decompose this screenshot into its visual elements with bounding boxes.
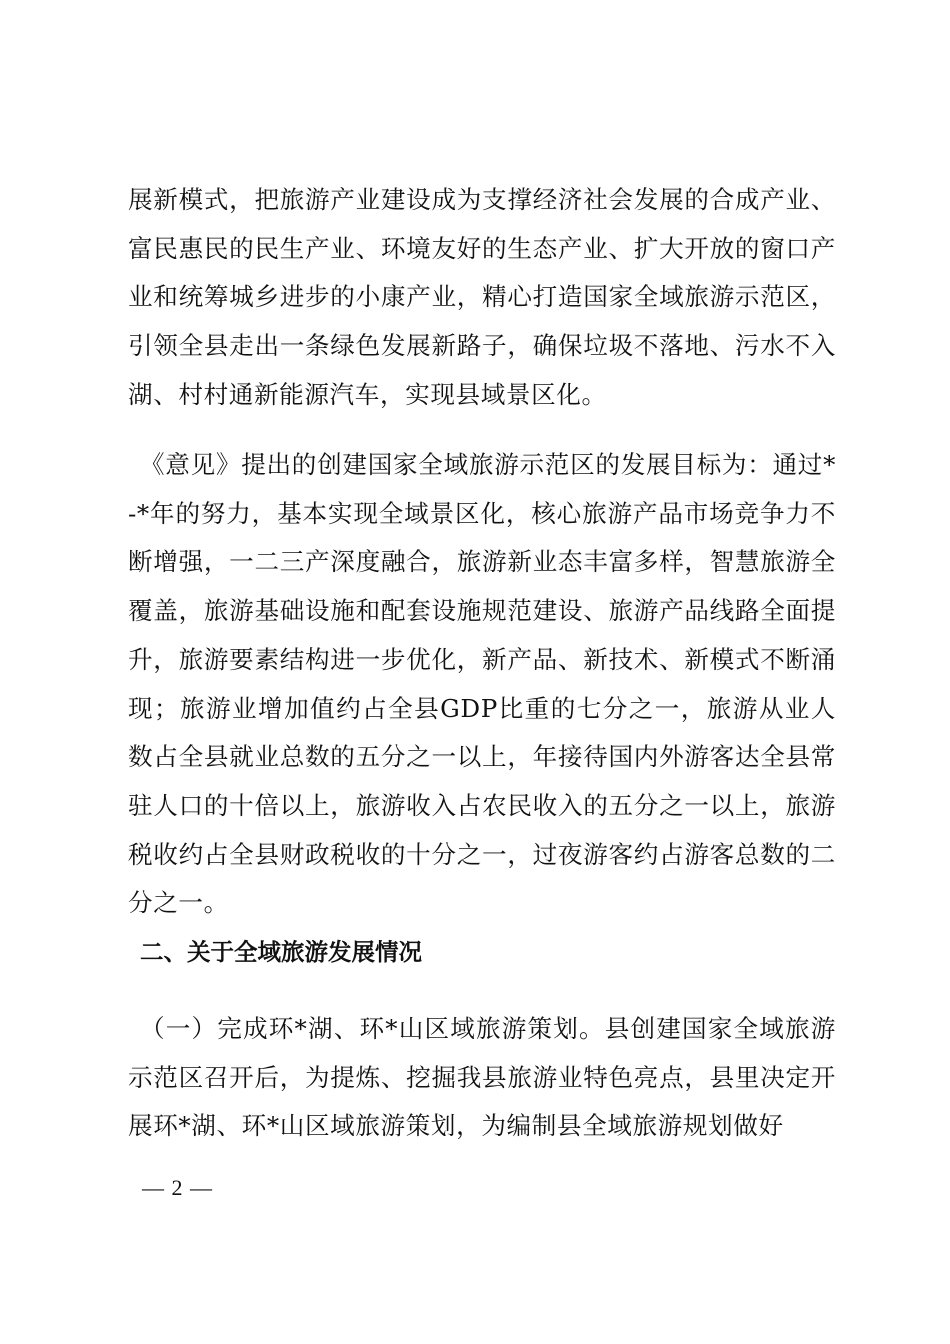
section-paragraph-1: （一）完成环*湖、环*山区域旅游策划。县创建国家全域旅游示范区召开后，为提炼、挖掘我县旅游业特色亮点，县里决定开展环*湖、环*山区域旅游策划，为编制县全域旅游规划做好 [128,1014,836,1141]
page-number: — 2 — [142,1175,213,1200]
body-paragraph-1: 展新模式，把旅游产业建设成为支撑经济社会发展的合成产业、富民惠民的民生产业、环境友好的生态产业、扩大开放的窗口产业和统筹城乡进步的小康产业，精心打造国家全域旅游示范区，引领全县走出一条绿色发展新路子，确保垃圾不落地、污水不入湖、村村通新能源汽车，实现县域景区化。 [128,185,836,409]
section-heading: 二、关于全域旅游发展情况 [140,938,422,966]
body-paragraph-2: 《意见》提出的创建国家全域旅游示范区的发展目标为：通过*-*年的努力，基本实现全域景区化，核心旅游产品市场竞争力不断增强，一二三产深度融合，旅游新业态丰富多样，智慧旅游全覆盖，旅游基础设施和配套设施规范建设、旅游产品线路全面提升，旅游要素结构进一步优化，新产品、新技术、新模式不断涌现；旅游业增加值约占全县GDP比重的七分之一，旅游从业人数占全县就业总数的五分之一以上，年接待国内外游客达全县常驻人口的十倍以上，旅游收入占农民收入的五分之一以上，旅游税收约占全县财政税收的十分之一，过夜游客约占游客总数的二分之一。 [128,450,836,918]
